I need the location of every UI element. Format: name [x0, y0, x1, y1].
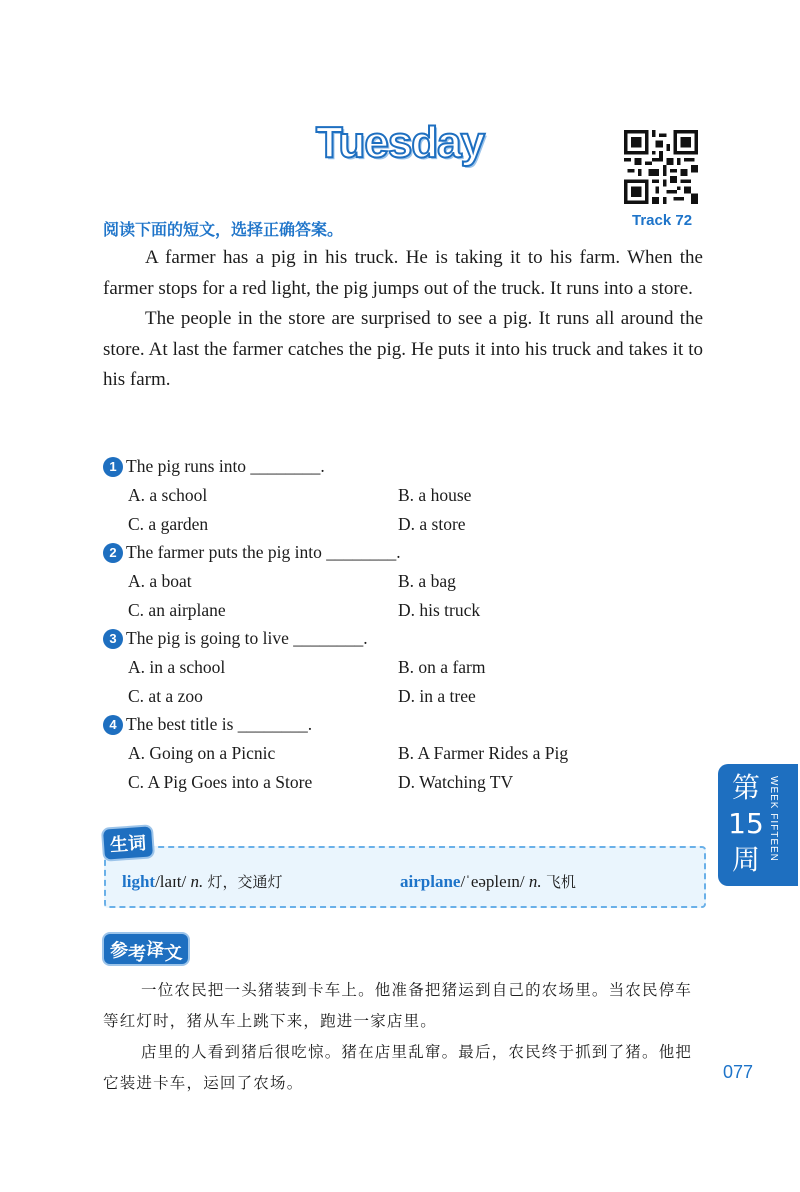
badge-char: 考 [128, 944, 146, 965]
vocab-phonetic: /ˈeəpleɪn/ [460, 872, 525, 891]
vocab-item-light [122, 871, 283, 892]
vocabulary-badge: 生词 [103, 826, 153, 859]
instruction-text: 阅读下面的短文，选择正确答案。 [103, 220, 344, 239]
question-text: The farmer puts the pig into ________. [126, 542, 401, 562]
question-text: The pig runs into ________. [126, 456, 325, 476]
option-c[interactable]: C. an airplane [128, 600, 226, 620]
vocab-pos: n. [190, 872, 204, 891]
option-a[interactable]: A. in a school [128, 657, 226, 677]
week-label-english: WEEK FIFTEEN [768, 776, 779, 862]
week-label: 第15周 [728, 771, 764, 876]
page-number: 077 [723, 1062, 754, 1082]
page-title: Tuesday [315, 118, 485, 167]
question-number-badge: 2 [103, 543, 123, 563]
question-number-badge: 3 [103, 629, 123, 649]
badge-char: 文 [163, 942, 184, 965]
translation-paragraph: 店里的人看到猪后很吃惊。猪在店里乱窜。最后，农民终于抓到了猪。他把它装进卡车，运回了农场。 [103, 1043, 693, 1092]
translation-paragraph: 一位农民把一头猪装到卡车上。他准备把猪运到自己的农场里。当农民停车等红灯时，猪从车上跳下来，跑进一家店里。 [103, 981, 693, 1030]
track-label: Track 72 [632, 212, 693, 229]
question-3 [103, 628, 368, 649]
badge-char: 参 [108, 938, 130, 963]
passage-paragraph: The people in the store are surprised to see a pig. It runs all around the store. At last the farmer catches the pig. He puts it into his truck and takes it to his farm. [103, 308, 703, 390]
question-text: The best title is ________. [126, 714, 313, 734]
option-a[interactable]: A. a school [128, 485, 208, 505]
question-1 [103, 456, 325, 477]
translation-badge [104, 934, 188, 964]
option-d[interactable]: D. in a tree [398, 686, 476, 706]
passage-paragraph: A farmer has a pig in his truck. He is taking it to his farm. When the farmer stops for a red light, the pig jumps out of the truck. It runs into a store. [103, 247, 703, 299]
option-b[interactable]: B. a house [398, 485, 472, 505]
option-d[interactable]: D. his truck [398, 600, 481, 620]
badge-char: 译 [144, 939, 165, 962]
vocab-meaning: 灯，交通灯 [207, 873, 283, 891]
vocab-word: light [122, 872, 156, 891]
option-b[interactable]: B. A Farmer Rides a Pig [398, 743, 569, 763]
vocab-word: airplane [400, 872, 461, 891]
question-number-badge: 4 [103, 715, 123, 735]
vocab-pos: n. [528, 872, 542, 891]
option-d[interactable]: D. Watching TV [398, 772, 514, 792]
reading-passage [103, 243, 703, 396]
option-a[interactable]: A. a boat [128, 571, 192, 591]
option-c[interactable]: C. A Pig Goes into a Store [128, 772, 313, 792]
option-d[interactable]: D. a store [398, 514, 466, 534]
option-b[interactable]: B. on a farm [398, 657, 486, 677]
vocab-phonetic: /laɪt/ [155, 872, 187, 891]
option-c[interactable]: C. a garden [128, 514, 209, 534]
option-c[interactable]: C. at a zoo [128, 686, 203, 706]
question-2 [103, 542, 401, 563]
qr-code-icon [624, 130, 698, 204]
question-number-badge: 1 [103, 457, 123, 477]
vocab-meaning: 飞机 [545, 873, 576, 891]
question-4 [103, 714, 312, 735]
option-b[interactable]: B. a bag [398, 571, 456, 591]
translation-text [103, 975, 703, 1099]
option-a[interactable]: A. Going on a Picnic [128, 743, 276, 763]
vocab-item-airplane [400, 871, 576, 892]
question-text: The pig is going to live ________. [126, 628, 368, 648]
